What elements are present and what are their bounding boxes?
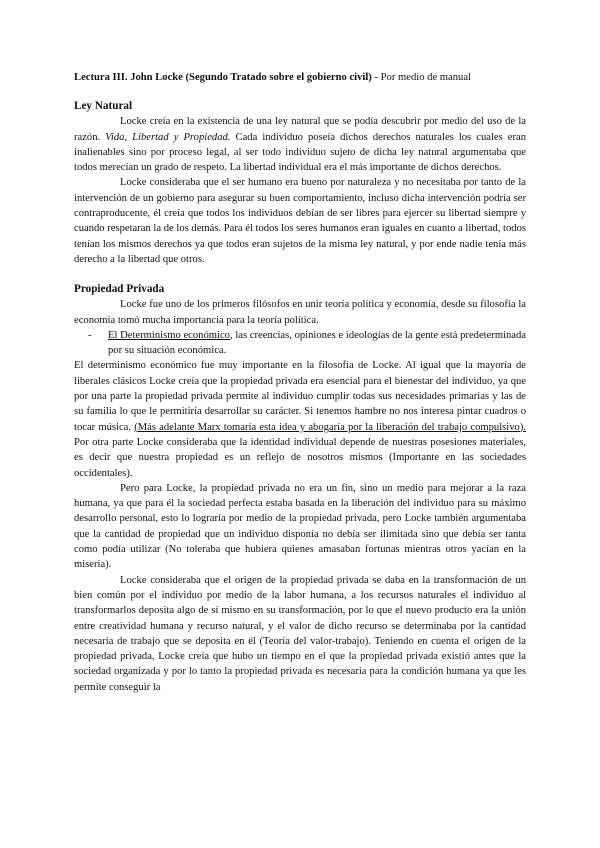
text-run: Por otra parte Locke consideraba que la identidad individual depende de nuestras posesiones materiales, es decir que nuestra propiedad es un reflejo de nosotros mismos (Importante en las sociedades occidentales).: [74, 436, 526, 479]
text-run: Locke creía en la existencia de una ley natural que se podía descubrir por medio del uso de la razón.: [74, 116, 526, 143]
underlined-term: El Determinismo económico: [108, 329, 230, 341]
text-run: Cada individuo poseía dichos derechos naturales los cuales eran inalienables sino por proceso legal, al ser todo individuo sujeto de dicha ley natural argumentaba que todos merecían un grado de respeto. La libertad individual era el más importante de dichos derechos.: [74, 131, 526, 174]
document-page: [74, 70, 526, 695]
dash-list: [74, 328, 526, 359]
paragraph: Locke fue uno de los primeros filósofos en unir teoría política y economía, desde su filosofía la economía tomó mucha importancia para la teoría política.: [74, 299, 526, 326]
paragraph: [74, 114, 526, 175]
heading-propiedad-privada: Propiedad Privada: [74, 283, 165, 296]
underlined-text: (Más adelante Marx tomaría esta idea y abogaría por la liberación del trabajo compulsivo).: [134, 421, 527, 433]
section-gap: [74, 267, 526, 281]
paragraph: Pero para Locke, la propiedad privada no era un fin, sino un medio para mejorar a la raza humana, ya que para él la sociedad perfecta estaba basada en la liberación del individuo para su máximo desarrollo personal, esto lo lograría por medio de la propiedad privada, pero Locke también argumentaba que la cantidad de propiedad que un individuo disponía no debía ser ilimitada sino que debía ser tanta como podía utilizar (No toleraba que hubiera quienes amasaban fortunas mientras otros yacían en la miseria).: [74, 482, 526, 571]
title-bold: Lectura III. John Locke (Segundo Tratado sobre el gobierno civil): [74, 72, 372, 83]
paragraph: [74, 358, 526, 480]
heading-ley-natural: Ley Natural: [74, 100, 133, 113]
title-rest: - Por medio de manual: [371, 72, 471, 83]
list-item: [108, 328, 526, 359]
text-run: El determinismo económico fue muy importante en la filosofía de Locke. Al igual que la mayoría de liberales clásicos Locke creía que la propiedad privada era esencial para el bienestar del individuo, ya que por una parte la propiedad privada permite al individuo cumplir todas sus necesidades primarias y las de su familia lo que le permitiría desarrollar su carácter. Si tenemos hambre no nos interesa pintar cuadros o tocar música.: [74, 360, 526, 433]
paragraph: Locke consideraba que el ser humano era bueno por naturaleza y no necesitaba por tanto de la intervención de un gobierno para asegurar su buen comportamiento, incluso dicha intervención podría ser contraproducente, él creía que todos los individuos debían de ser libres para ejercer su libertad siempre y cuando respetaran la de los demás. Para él todos los seres humanos eran iguales en cuanto a libertad, todos tenían los mismos derechos ya que todos eran sujetos de la misma ley natural, y por ende nadie tenía más derecho a la libertad que otros.: [74, 177, 526, 265]
document-title: [74, 70, 526, 85]
italic-text: Vida, Libertad y Propiedad.: [105, 131, 231, 143]
paragraph: Locke consideraba que el origen de la propiedad privada se daba en la transformación de un bien común por el individuo por medio de la labor humana, a los recursos naturales el individuo al transformarlos deposita algo de sí mismo en su transformación, por lo que el nuevo producto era la unión entre creatividad humana y recurso natural, y el valor de dicho recurso se determinaba por la cantidad necesaria de trabajo que se deposita en él (Teoría del valor-trabajo). Teniendo en cuenta el origen de la propiedad privada, Locke creía que hubo un tiempo en el que la propiedad privada existió antes que la sociedad organizada y por lo tanto la propiedad privada es necesaria para la condición humana ya que les permite conseguir la: [74, 574, 526, 693]
text-run: , las creencias, opiniones e ideologías de la gente está predeterminada por su situación económica.: [108, 329, 526, 357]
